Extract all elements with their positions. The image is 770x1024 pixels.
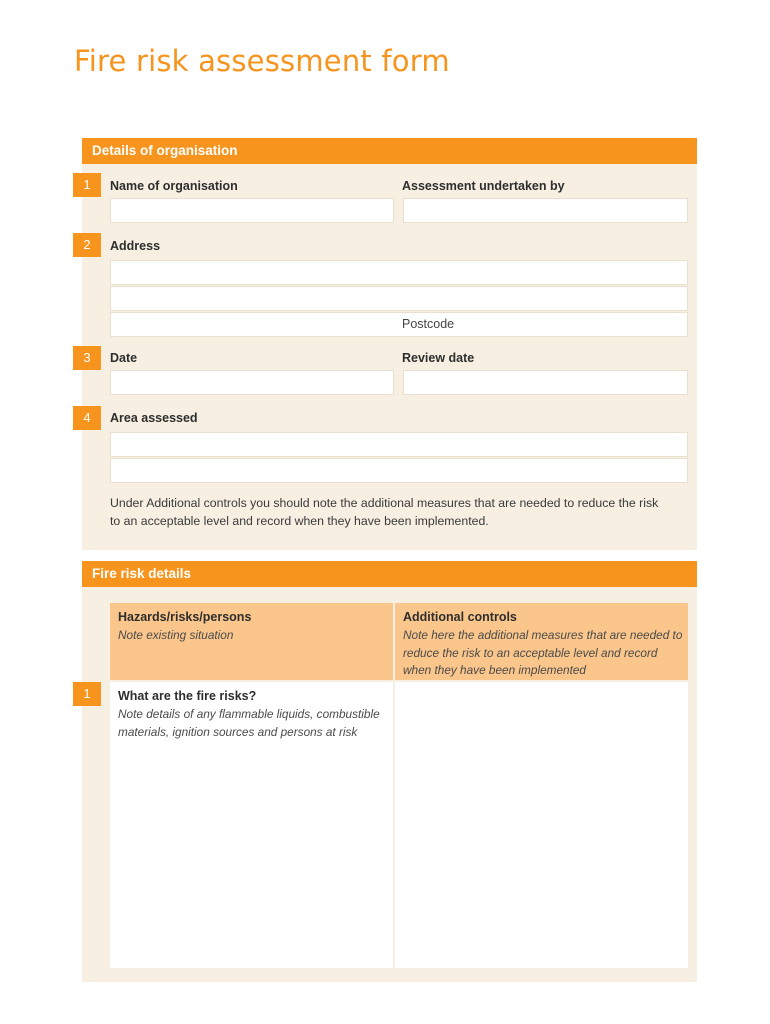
review-date-label: Review date bbox=[402, 351, 475, 365]
risk-row-number-1: 1 bbox=[73, 682, 101, 706]
item-number-1: 1 bbox=[73, 173, 101, 197]
address-line-1-field[interactable] bbox=[110, 260, 688, 285]
fire-risks-controls-cell[interactable] bbox=[395, 682, 688, 968]
area-assessed-line-1-field[interactable] bbox=[110, 432, 688, 457]
hazards-column-header bbox=[110, 603, 393, 680]
name-of-organisation-label: Name of organisation bbox=[110, 179, 238, 193]
hazards-header-note: Note existing situation bbox=[118, 628, 234, 642]
fire-risks-hint: Note details of any flammable liquids, combustible materials, ignition sources and persons at risk bbox=[118, 707, 380, 739]
date-label: Date bbox=[110, 351, 138, 365]
controls-column-header bbox=[395, 603, 688, 680]
page-title: Fire risk assessment form bbox=[74, 44, 450, 78]
additional-controls-note: Under Additional controls you should note the additional measures that are needed to reduce the risk to an acceptable level and record when they have been implemented. bbox=[110, 496, 659, 528]
area-assessed-label: Area assessed bbox=[110, 411, 198, 425]
review-date-field[interactable] bbox=[403, 370, 688, 395]
section-heading-fire-risk: Fire risk details bbox=[82, 561, 697, 587]
fire-risks-hazards-cell[interactable] bbox=[110, 682, 393, 968]
fire-risks-question: What are the fire risks? bbox=[118, 689, 257, 703]
assessment-undertaken-by-label: Assessment undertaken by bbox=[402, 179, 565, 193]
postcode-label: Postcode bbox=[402, 317, 455, 331]
controls-header-title: Additional controls bbox=[403, 610, 517, 624]
assessor-field[interactable] bbox=[403, 198, 688, 223]
hazards-header-title: Hazards/risks/persons bbox=[118, 610, 252, 624]
item-number-4: 4 bbox=[73, 406, 101, 430]
section-heading-organisation: Details of organisation bbox=[82, 138, 697, 164]
item-number-3: 3 bbox=[73, 346, 101, 370]
address-line-3-field[interactable] bbox=[110, 312, 688, 337]
controls-header-note: Note here the additional measures that are needed to reduce the risk to an acceptable level and record when they have been implemented bbox=[403, 628, 683, 677]
area-assessed-line-2-field[interactable] bbox=[110, 458, 688, 483]
address-label: Address bbox=[110, 239, 161, 253]
organisation-name-field[interactable] bbox=[110, 198, 394, 223]
item-number-2: 2 bbox=[73, 233, 101, 257]
address-line-2-field[interactable] bbox=[110, 286, 688, 311]
date-field[interactable] bbox=[110, 370, 394, 395]
